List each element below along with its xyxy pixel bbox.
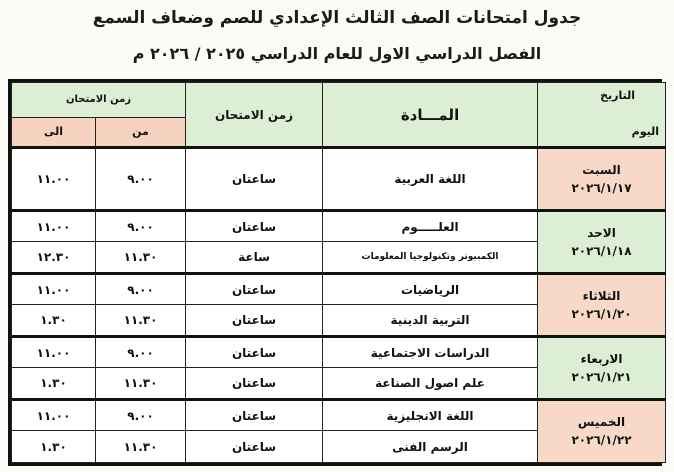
page-subtitle: الفصل الدراسي الاول للعام الدراسي ٢٠٢٥ / ٢٠٢٦ م: [132, 44, 542, 63]
subject-cell: الدراسات الاجتماعية: [323, 336, 538, 367]
from-time-cell: ١١.٣٠: [96, 431, 186, 463]
to-time-cell: ١١.٠٠: [12, 399, 96, 430]
day-name: الخميس: [577, 415, 626, 430]
duration-cell: ساعتان: [186, 305, 323, 336]
day-date-cell: [538, 148, 666, 211]
from-time-cell: ٩.٠٠: [96, 273, 186, 304]
duration-cell: ساعتان: [186, 210, 323, 241]
exam-schedule-table: [8, 79, 662, 466]
from-time-cell: ١١.٣٠: [96, 305, 186, 336]
duration-cell: ساعة: [186, 242, 323, 273]
from-time-cell: ١١.٣٠: [96, 242, 186, 273]
subject-cell: التربية الدينية: [323, 305, 538, 336]
table-row: [12, 210, 666, 241]
to-time-cell: ١.٣٠: [12, 305, 96, 336]
from-time-cell: ٩.٠٠: [96, 210, 186, 241]
table-row: [12, 399, 666, 430]
to-time-cell: ١.٣٠: [12, 368, 96, 399]
exam-date: ٢٠٢٦/١/١٧: [571, 180, 632, 195]
subject-cell: اللغة العربية: [323, 148, 538, 211]
page-title: جدول امتحانات الصف الثالث الإعدادي للصم وضعاف السمع: [92, 8, 582, 28]
duration-cell: ساعتان: [186, 336, 323, 367]
exam-date: ٢٠٢٦/١/٢٢: [571, 433, 632, 448]
duration-cell: ساعتان: [186, 273, 323, 304]
exam-date: ٢٠٢٦/١/٢١: [571, 369, 632, 384]
subject-cell: علم اصول الصناعة: [323, 368, 538, 399]
day-name: السبت: [582, 162, 621, 177]
to-time-cell: ١١.٠٠: [12, 336, 96, 367]
date-header-label: التاريخ: [600, 89, 636, 102]
duration-cell: ساعتان: [186, 431, 323, 463]
subject-cell: الكمبيوتر وتكنولوجيا المعلومات: [323, 242, 538, 273]
from-time-cell: ٩.٠٠: [96, 336, 186, 367]
from-time-cell: ١١.٣٠: [96, 368, 186, 399]
duration-cell: ساعتان: [186, 148, 323, 211]
date-day-header: [538, 83, 666, 148]
table-row: [12, 148, 666, 211]
to-time-cell: ١١.٠٠: [12, 273, 96, 304]
day-name: الاربعاء: [580, 351, 623, 366]
from-time-cell: ٩.٠٠: [96, 148, 186, 211]
table-row: [12, 273, 666, 304]
day-date-cell: [538, 210, 666, 273]
duration-cell: ساعتان: [186, 368, 323, 399]
subject-cell: العلـــــوم: [323, 210, 538, 241]
to-time-cell: ١٢.٣٠: [12, 242, 96, 273]
to-time-cell: ١.٣٠: [12, 431, 96, 463]
duration-cell: ساعتان: [186, 399, 323, 430]
day-date-cell: [538, 336, 666, 399]
day-header-label: اليوم: [631, 125, 660, 138]
day-name: الثلاثاء: [582, 288, 621, 303]
to-time-cell: ١١.٠٠: [12, 210, 96, 241]
day-name: الاحد: [587, 225, 616, 240]
subject-cell: الرياضيات: [323, 273, 538, 304]
subject-header: المـــادة: [323, 83, 538, 148]
day-date-cell: [538, 399, 666, 462]
from-header: من: [96, 117, 186, 147]
exam-date: ٢٠٢٦/١/٢٠: [571, 306, 632, 321]
subject-cell: الرسم الفنى: [323, 431, 538, 463]
exam-date: ٢٠٢٦/١/١٨: [571, 243, 632, 258]
subject-cell: اللغة الانجليزية: [323, 399, 538, 430]
table-row: [12, 336, 666, 367]
duration-header: زمن الامتحان: [186, 83, 323, 148]
day-date-cell: [538, 273, 666, 336]
to-header: الى: [12, 117, 96, 147]
to-time-cell: ١١.٠٠: [12, 148, 96, 211]
from-time-cell: ٩.٠٠: [96, 399, 186, 430]
exam-time-header: زمن الامتحان: [12, 83, 186, 118]
